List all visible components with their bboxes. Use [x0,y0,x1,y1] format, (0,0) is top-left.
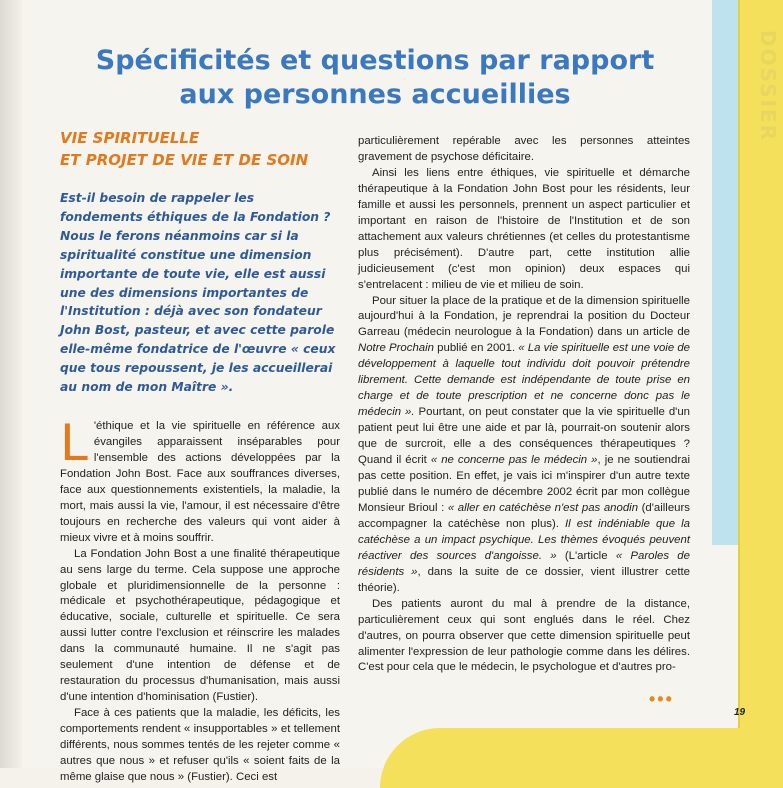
paragraph [60,413,340,547]
text-run: (L'article [556,549,616,562]
left-column [60,127,340,786]
yellow-bottom-curve [380,728,783,788]
page-title [60,44,690,112]
continue-dots: ••• [649,689,674,709]
paragraph: Ainsi les liens entre éthiques, vie spirituelle et démarche thérapeutique à la Fondation John Bost pour les résidents, leur famille et aussi les personnels, prennent un aspect particulier et important en raison de l'histoire de l'Institution et de son attachement aux valeurs chrétiennes (et celles du protestantisme plus précisément). D'autre part, cette institution allie judicieusement (c'est mon opinion) deux espaces qui s'entrelacent : milieu de vie et milieu de soin. [358,166,690,291]
text-run: , je ne soutiendrai pas cette position. En effet, je vais ici m'inspirer d'un autre texte publié dans le numéro de décembre 2002 écrit par mon collègue Monsieur Brioul : [358,454,690,514]
text-run: publié en 2001. [434,342,519,355]
section-heading [60,127,340,171]
section-heading-line-1: VIE SPIRITUELLE [60,129,200,147]
left-body-text [60,413,340,786]
page-number: 19 [734,707,746,718]
journal-title: Notre Prochain [358,342,434,355]
section-heading-line-2: ET PROJET DE VIE ET DE SOIN [60,151,309,169]
paragraph: Face à ces patients que la maladie, les déficits, les comportements rendent « insupportables » et tellement différents, nous sommes tentés de les rejeter comme « autres que nous » et refuser qu'ils « soient faits de la même glaise que nous » (Fustier). Ceci est [60,707,340,783]
page-fold [0,0,22,768]
paragraph: particulièrement repérable avec les personnes atteintes gravement de psychose déficitaire. [358,135,690,163]
right-column [358,134,690,676]
paragraph: Des patients auront du mal à prendre de la distance, particulièrement ceux qui sont englués dans le réel. Chez d'autres, on pourra observer que cette dimension spirituelle peut alimenter l'expression de leur pathologie comme dans les délires. C'est pour cela que le médecin, le psychologue et d'autres pro- [358,597,690,674]
quote: « La vie spirituelle est une voie de développement à laquelle tout individu doit pouvoir prétendre librement. Cette demande est indépendante de toute prise en charge et de toute prescription et ne concerne donc pas le médecin ». [358,342,690,419]
text-run: Pour situer la place de la pratique et de la dimension spirituelle aujourd'hui à la Fondation, je reprendrai la position du Docteur Garreau (médecin neurologue à la Fondation) dans un article de [358,294,690,339]
side-tab-label: DOSSIER [756,30,780,143]
quote: Il est indéniable que la catéchèse a un impact psychique. Les thèmes évoqués peuvent réactiver des sources d'angoisse. » [358,517,690,562]
article-title: « Paroles de résidents » [358,549,690,578]
title-line-2: aux personnes accueillies [179,79,571,110]
title-line-1: Spécificités et questions par rapport [95,45,655,76]
text-run: , dans la suite de ce dossier, vient illustrer cette théorie). [358,565,690,594]
text-run: Pourtant, on peut constater que la vie spirituelle d'un patient peut lui être une aide et par là, pourrait-on soutenir alors que de surcroit, elle a des conséquences thérapeutiques ? Quand il écrit [358,406,691,467]
paragraph-text: 'éthique et la vie spirituelle en référence aux évangiles apparaissent inséparables pour l'ensemble des actions développées par la Fondation John Bost. Face aux souffrances diverses, face aux questionnements existentiels, la maladie, la mort, mais aussi la vie, l'amour, il est nécessaire d'être toujours en recherche des valeurs qui vont aider à mieux vivre et à moins souffrir. [60,419,340,544]
lead-paragraph: Est-il besoin de rappeler les fondements éthiques de la Fondation ? Nous le ferons néanmoins car si la spiritualité constitue une dimension importante de toute vie, elle est aussi une des dimensions importantes de l'Institution : déjà avec son fondateur John Bost, pasteur, et avec cette parole elle-même fondatrice de l'œuvre « ceux que tous repoussent, je les accueillerai au nom de mon Maître ». [60,191,336,395]
quote: « aller en catéchèse n'est pas anodin [447,501,639,514]
paragraph: La Fondation John Bost a une finalité thérapeutique au sens large du terme. Cela suppose une approche globale et pluridimensionnelle de la personne : médicale et psychothérapeutique, pédagogique et éducative, sociale, culturelle et spirituelle. Ce sera aussi lutter contre l'exclusion et réinscrire les malades dans la communauté humaine. Il ne s'agit pas seulement d'une intention de défense et de restauration du processus d'humanisation, mais aussi d'une intention d'hominisation (Fustier). [60,547,340,704]
paragraph [358,294,690,597]
right-body-text [358,134,690,676]
text-run: (d'ailleurs accompagner la catéchèse non plus). [358,501,690,530]
drop-cap: L [60,413,88,472]
quote: « ne concerne pas le médecin » [430,454,598,467]
